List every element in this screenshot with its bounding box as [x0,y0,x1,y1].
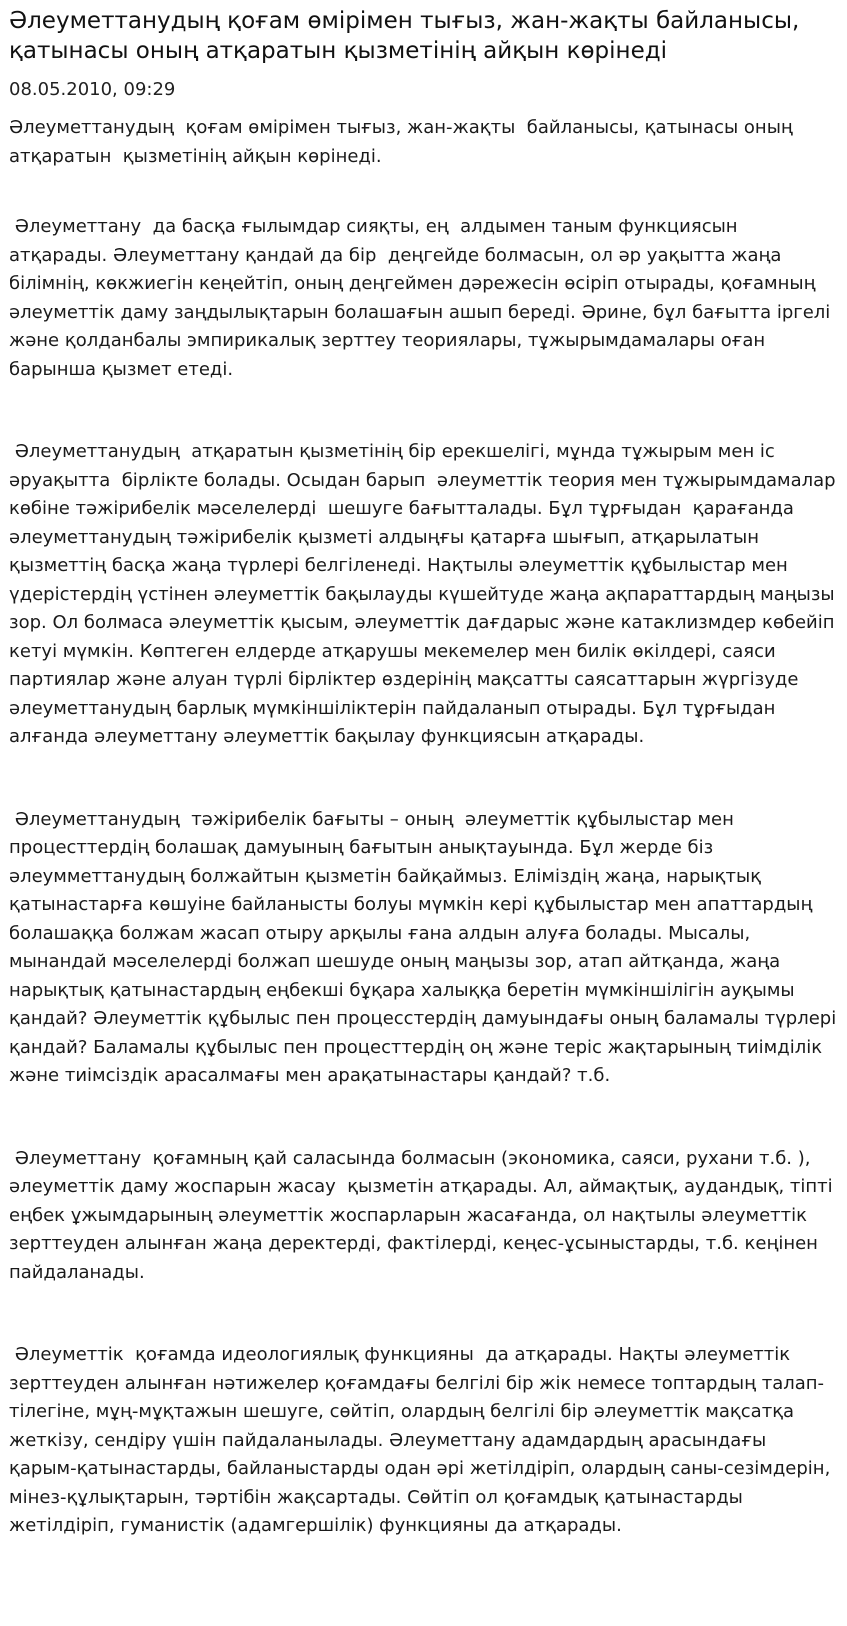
article-paragraph-2: Әлеуметтанудың атқаратын қызметінің бір ерекшелігі, мұнда тұжырым мен іс әруақытта бірлікте болады. Осыдан барып әлеуметтік теория мен тұжырымдамалар көбіне тәжірибелік мәселелерді шешуге бағытталады. Бұл тұрғыдан қарағанда әлеуметтанудың тәжірибелік қызметі алдыңғы қатарға шығып, атқарылатын қызметтің басқа жаңа түрлері белгіленеді. Нақтылы әлеуметтік құбылыстар мен үдерістердің үстінен әлеуметтік бақылауды күшейтуде жаңа ақпараттардың маңызы зор. Ол болмаса әлеуметтік қысым, әлеуметтік дағдарыс және катаклизмдер көбейіп кетуі мүмкін. Көптеген елдерде атқарушы мекемелер мен билік өкілдері, саяси партиялар және алуан түрлі бірліктер өздерінің мақсатты саясаттарын жүргізуде әлеуметтанудың барлық мүмкіншіліктерін пайдаланып отырады. Бұл тұрғыдан алғанда әлеуметтану әлеуметтік бақылау функциясын атқарады. [9,441,847,747]
article-paragraph-5: Әлеуметтік қоғамда идеологиялық функцияны да атқарады. Нақты әлеуметтік зерттеуден алынған нәтижелер қоғамдағы белгілі бір жік немесе топтардың талап-тілегіне, мұң-мұқтажын шешуге, сөйтіп, олардың белгілі бір әлеуметтік мақсатқа жеткізу, сендіру үшін пайдаланылады. Әлеуметтану адамдардың арасындағы қарым-қатынастарды, байланыстарды одан әрі жетілдіріп, олардың саны-сезімдерін, мінез-құлықтарын, тәртібін жақсартады. Сөйтіп ол қоғамдық қатынастарды жетілдіріп, гуманистік (адамгершілік) функцияны да атқарады. [9,1344,837,1536]
article-date: 08.05.2010, 09:29 [9,79,176,100]
article-lead: Әлеуметтанудың қоғам өмірімен тығыз, жан-жақты байланысы, қатынасы оның атқаратын қызметінің айқын көрінеді. [9,117,799,167]
article-paragraph-4: Әлеуметтану қоғамның қай саласында болмасын (экономика, саяси, рухани т.б. ), әлеуметтік даму жоспарын жасау қызметін атқарады. Ал, аймақтық, аудандық, тіпті еңбек ұжымдарының әлеуметтік жоспарларын жасағанда, ол нақтылы әлеуметтік зерттеуден алынған жаңа деректерді, фактілерді, кеңес-ұсыныстарды, т.б. кеңінен пайдаланады. [9,1147,839,1283]
article-title: Әлеуметтанудың қоғам өмірімен тығыз, жан-жақты байланысы, қатынасы оның атқаратын қызметінің айқын көрінеді [9,8,800,64]
article-paragraph-1: Әлеуметтану да басқа ғылымдар сияқты, ең алдымен таным функциясын атқарады. Әлеуметтану қандай да бір деңгейде болмасын, ол әр уақытта жаңа білімнің, көкжиегін кеңейтіп, оның деңгеймен дәрежесін өсіріп отырады, қоғамның әлеуметтік даму заңдылықтарын болашағын ашып береді. Әрине, бұл бағытта іргелі және қолданбалы эмпирикалық зерттеу теориялары, тұжырымдамалары оған барынша қызмет етеді. [9,216,837,380]
article-paragraph-3: Әлеуметтанудың тәжірибелік бағыты – оның әлеуметтік құбылыстар мен процесттердің болашақ дамуының бағытын анықтауында. Бұл жерде біз әлеумметтанудың болжайтын қызметін байқаймыз. Еліміздің жаңа, нарықтық қатынастарға көшуіне байланысты болуы мүмкін кері құбылыстар мен апаттардың болашаққа болжам жасап отыру арқылы ғана алдын алуға болады. Мысалы, мынандай мәселелерді болжап шешуде оның маңызы зор, атап айтқанда, жаңа нарықтық қатынастардың еңбекші бұқара халыққа беретін мүмкіншілігін ауқымы қандай? Әлеуметтік құбылыс пен процесстердің дамуындағы оның баламалы түрлері қандай? Баламалы құбылыс пен процесттердің оң және теріс жақтарының тиімділік және тиімсіздік арасалмағы мен арақатынастары қандай? т.б. [9,808,842,1086]
